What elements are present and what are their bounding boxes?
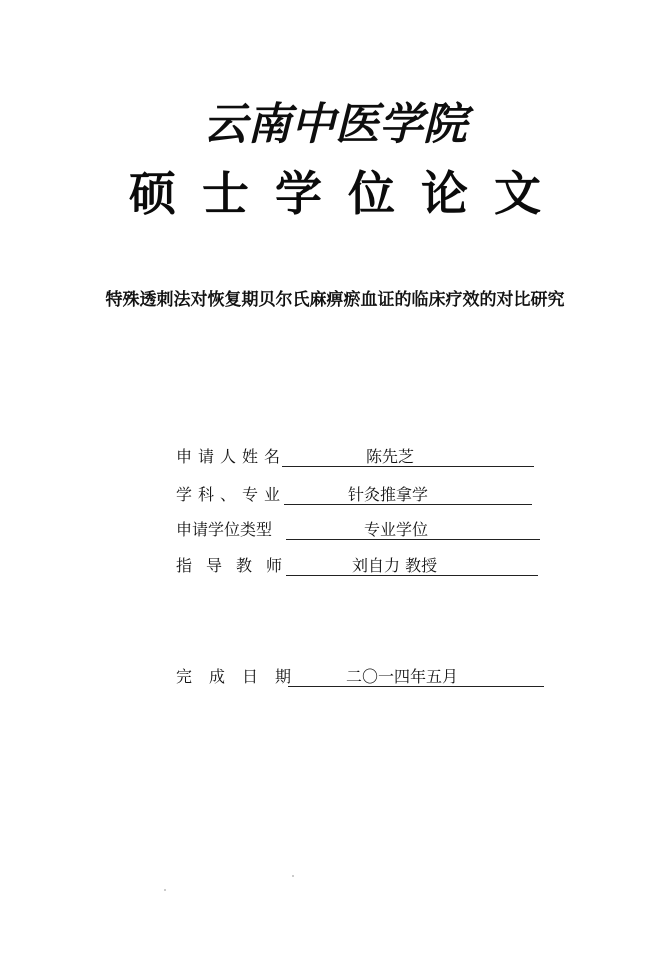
field-label-applicant: 申请人姓名	[176, 447, 287, 466]
field-value-completion-date: 二〇一四年五月	[346, 667, 459, 686]
thesis-title: 特殊透刺法对恢复期贝尔氏麻痹瘀血证的临床疗效的对比研究	[105, 290, 565, 310]
field-label-degree-type: 申请学位类型	[176, 520, 273, 539]
field-row-completion-date	[176, 664, 556, 688]
field-value-applicant: 陈先芝	[366, 447, 415, 466]
field-label-discipline: 学科、专业	[176, 485, 287, 504]
institution-name-calligraphy: 云南中医学院	[203, 99, 467, 150]
field-label-completion-date: 完成日期	[176, 667, 309, 686]
field-value-supervisor: 刘自力 教授	[352, 556, 438, 575]
field-label-supervisor: 指导教师	[176, 556, 297, 575]
field-row-supervisor	[176, 553, 546, 577]
field-row-applicant	[176, 444, 536, 468]
field-row-discipline	[176, 482, 536, 506]
field-value-discipline: 针灸推拿学	[348, 485, 429, 504]
field-value-degree-type: 专业学位	[364, 520, 429, 539]
scan-speck	[292, 875, 294, 877]
scan-speck	[164, 889, 166, 891]
field-row-degree-type	[176, 517, 546, 541]
degree-title: 硕士学位论文	[129, 167, 567, 222]
